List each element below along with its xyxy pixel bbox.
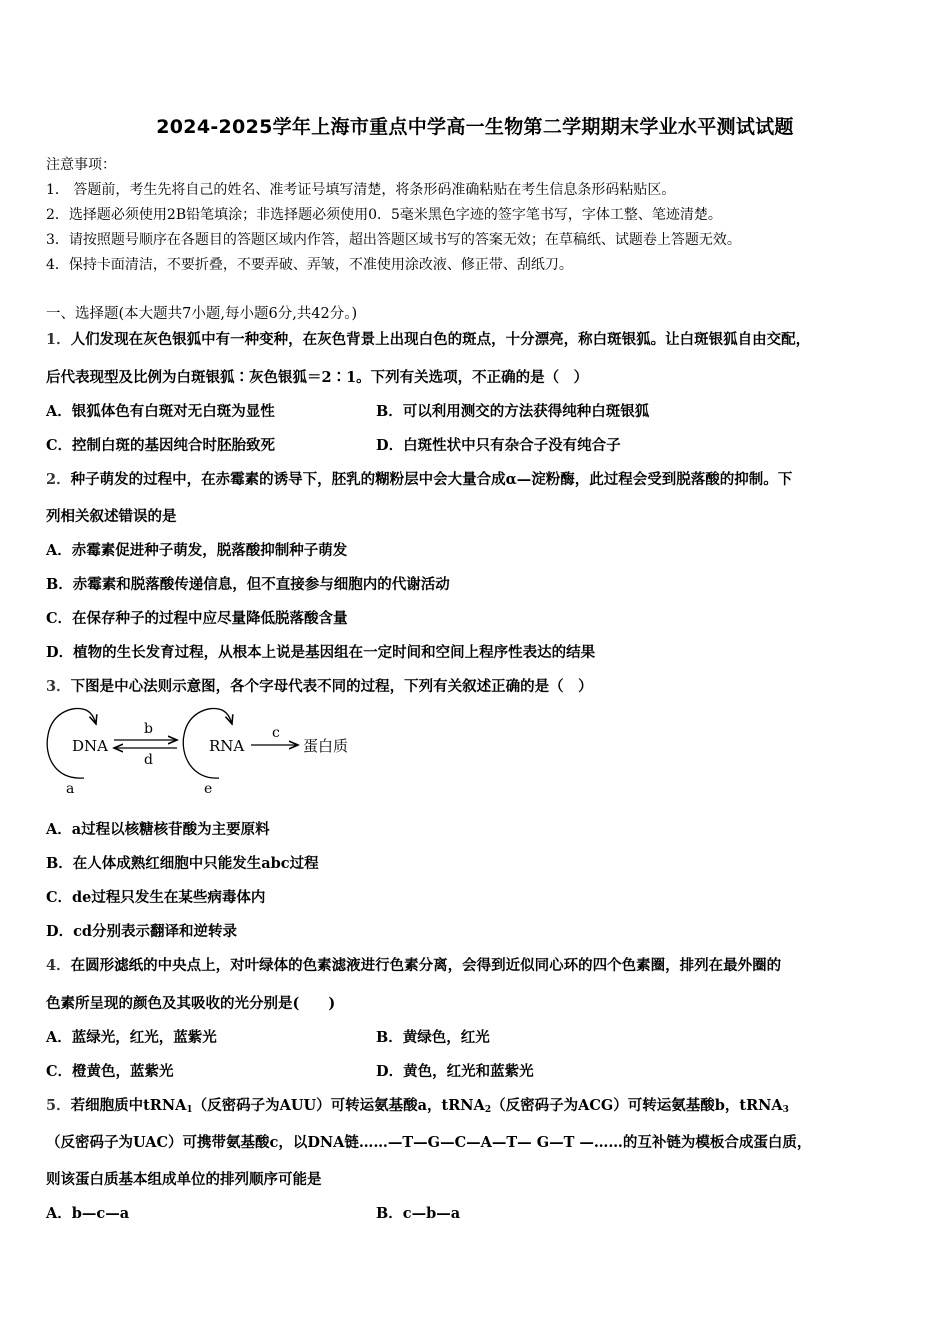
question-1-stem-cont: 后代表现型及比例为白斑银狐∶灰色银狐＝2∶1。下列有关选项，不正确的是（ ） (46, 369, 589, 386)
notice-heading: 注意事项： (46, 157, 116, 173)
label-a: a (66, 781, 75, 797)
question-5-option-a: A．b—c—a (46, 1205, 130, 1222)
question-3-option-d: D．cd分别表示翻译和逆转录 (46, 923, 238, 940)
label-b: b (144, 721, 153, 737)
question-4-option-a: A．蓝绿光，红光，蓝紫光 (46, 1029, 217, 1046)
question-4-option-c: C．橙黄色，蓝紫光 (46, 1063, 174, 1080)
notice-item: 1． 答题前，考生先将自己的姓名、准考证号填写清楚，将条形码准确粘贴在考生信息条形码粘贴区。 (46, 182, 676, 198)
question-2-stem: 2．种子萌发的过程中，在赤霉素的诱导下，胚乳的糊粉层中会大量合成α—淀粉酶，此过程会受到脱落酸的抑制。下 (46, 471, 793, 488)
label-c: c (272, 725, 280, 741)
question-3-option-c: C．de过程只发生在某些病毒体内 (46, 889, 266, 906)
question-4-option-b: B．黄绿色，红光 (376, 1029, 490, 1046)
page-title: 2024-2025学年上海市重点中学高一生物第二学期期末学业水平测试试题 (156, 116, 794, 138)
notice-item: 4．保持卡面清洁，不要折叠，不要弄破、弄皱，不准使用涂改液、修正带、刮纸刀。 (46, 257, 573, 273)
question-2-option-a: A．赤霉素促进种子萌发，脱落酸抑制种子萌发 (46, 542, 348, 559)
question-5-stem-cont: （反密码子为UAC）可携带氨基酸c，以DNA链……—T—G—C—A—T— G—T —……的互补链为模板合成蛋白质， (46, 1134, 812, 1151)
label-e: e (204, 781, 213, 797)
question-1-option-b: B．可以利用测交的方法获得纯种白斑银狐 (376, 403, 650, 420)
notice-item: 3．请按照题号顺序在各题目的答题区域内作答，超出答题区域书写的答案无效；在草稿纸、试题卷上答题无效。 (46, 232, 741, 248)
central-dogma-diagram (44, 700, 374, 800)
question-2-option-d: D．植物的生长发育过程，从根本上说是基因组在一定时间和空间上程序性表达的结果 (46, 644, 596, 661)
dna-label: DNA (72, 737, 108, 755)
question-2-option-b: B．赤霉素和脱落酸传递信息，但不直接参与细胞内的代谢活动 (46, 576, 450, 593)
question-4-stem: 4．在圆形滤纸的中央点上，对叶绿体的色素滤液进行色素分离，会得到近似同心环的四个色素圈，排列在最外圈的 (46, 957, 782, 974)
protein-label: 蛋白质 (303, 737, 349, 755)
question-4-option-d: D．黄色，红光和蓝紫光 (376, 1063, 534, 1080)
question-2-option-c: C．在保存种子的过程中应尽量降低脱落酸含量 (46, 610, 348, 627)
notice-item: 2．选择题必须使用2B铅笔填涂；非选择题必须使用0．5毫米黑色字迹的签字笔书写，字体工整、笔迹清楚。 (46, 207, 722, 223)
question-2-stem-cont: 列相关叙述错误的是 (46, 508, 177, 525)
question-1-stem: 1．人们发现在灰色银狐中有一种变种，在灰色背景上出现白色的斑点，十分漂亮，称白斑银狐。让白斑银狐自由交配， (46, 331, 811, 348)
question-5-option-b: B．c—b—a (376, 1205, 461, 1222)
question-4-stem-cont: 色素所呈现的颜色及其吸收的光分别是( ) (46, 995, 336, 1012)
rna-label: RNA (209, 737, 245, 755)
label-d: d (144, 752, 153, 768)
question-1-option-c: C．控制白斑的基因纯合时胚胎致死 (46, 437, 276, 454)
question-1-option-d: D．白斑性状中只有杂合子没有纯合子 (376, 437, 621, 454)
question-3-stem: 3．下图是中心法则示意图，各个字母代表不同的过程，下列有关叙述正确的是（ ） (46, 678, 593, 695)
question-1-option-a: A．银狐体色有白斑对无白斑为显性 (46, 403, 275, 420)
question-5-stem-cont: 则该蛋白质基本组成单位的排列顺序可能是 (46, 1171, 322, 1188)
question-3-option-a: A．a过程以核糖核苷酸为主要原料 (46, 821, 270, 838)
question-5-stem: 5．若细胞质中tRNA$_1$（反密码子为AUU）可转运氨基酸a，tRNA$_2$（反密码子为ACG）可转运氨基酸b，tRNA$_3$ (46, 1097, 789, 1115)
question-3-option-b: B．在人体成熟红细胞中只能发生abc过程 (46, 855, 319, 872)
question-number: 1． (46, 331, 71, 348)
section-heading: 一、选择题(本大题共7小题,每小题6分,共42分。) (46, 306, 358, 322)
